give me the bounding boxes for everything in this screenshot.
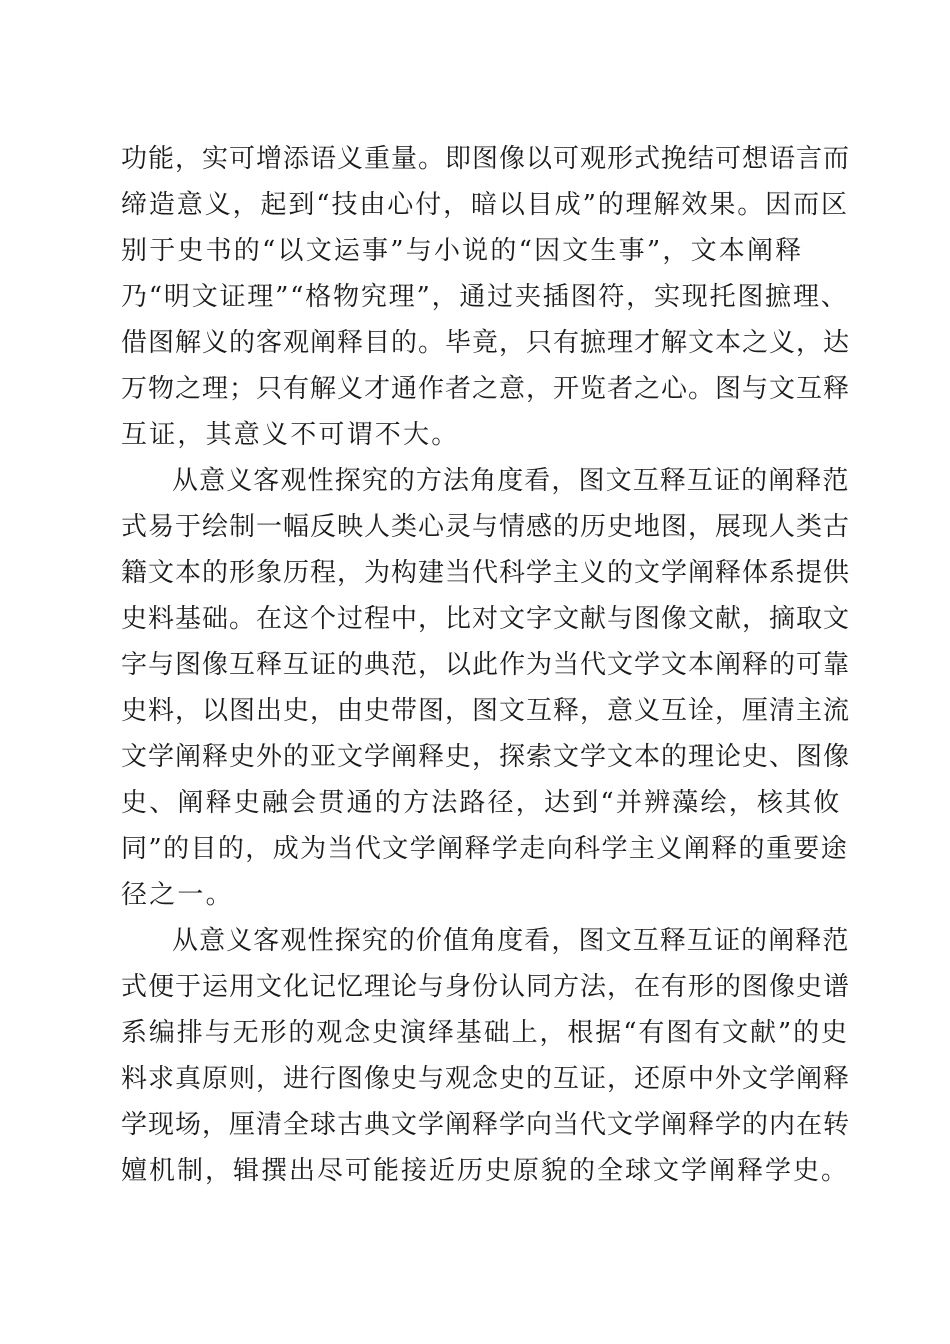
paragraph-2-line-8: 史、阐释史融会贯通的方法路径，达到“并辨藻绘，核其攸 — [121, 788, 842, 818]
paragraph-1-line-1: 功能，实可增添语义重量。即图像以可观形式挽结可想语言而 — [121, 144, 851, 174]
paragraph-3-line-1: 从意义客观性探究的价值角度看，图文互释互证的阐释范 — [172, 926, 850, 956]
paragraph-2-line-2: 式易于绘制一幅反映人类心灵与情感的历史地图，展现人类古 — [121, 512, 851, 542]
paragraph-2-line-10: 径之一。 — [121, 880, 234, 910]
paragraph-1-line-7: 互证，其意义不可谓不大。 — [121, 420, 460, 450]
paragraph-2-line-3: 籍文本的形象历程，为构建当代科学主义的文学阐释体系提供 — [121, 558, 851, 588]
paragraph-1-line-5: 借图解义的客观阐释目的。毕竟，只有摭理才解文本之义，达 — [121, 328, 851, 358]
paragraph-2-line-9: 同”的目的，成为当代文学阐释学走向科学主义阐释的重要途 — [121, 834, 849, 864]
paragraph-2-line-1: 从意义客观性探究的方法角度看，图文互释互证的阐释范 — [172, 466, 850, 496]
paragraph-3-line-3: 系编排与无形的观念史演绎基础上，根据“有图有文献”的史 — [121, 1018, 849, 1048]
paragraph-2-line-6: 史料，以图出史，由史带图，图文互释，意义互诠，厘清主流 — [121, 696, 851, 726]
paragraph-1-line-4: 乃“明文证理”“格物究理”，通过夹插图符，实现托图摭理、 — [121, 282, 849, 312]
paragraph-1-line-3: 别于史书的“以文运事”与小说的“因文生事”，文本阐释 — [121, 236, 804, 266]
paragraph-3-line-5: 学现场，厘清全球古典文学阐释学向当代文学阐释学的内在转 — [121, 1110, 851, 1140]
paragraph-3-line-2: 式便于运用文化记忆理论与身份认同方法，在有形的图像史谱 — [121, 972, 851, 1002]
paragraph-2-line-5: 字与图像互释互证的典范，以此作为当代文学文本阐释的可靠 — [121, 650, 851, 680]
paragraph-1-line-6: 万物之理；只有解义才通作者之意，开览者之心。图与文互释 — [121, 374, 851, 404]
paragraph-3-line-6: 嬗机制，辑撰出尽可能接近历史原貌的全球文学阐释学史。 — [121, 1156, 850, 1186]
paragraph-3-line-4: 料求真原则，进行图像史与观念史的互证，还原中外文学阐释 — [121, 1064, 851, 1094]
paragraph-2-line-7: 文学阐释史外的亚文学阐释史，探索文学文本的理论史、图像 — [121, 742, 851, 772]
paragraph-1-line-2: 缔造意义，起到“技由心付，暗以目成”的理解效果。因而区 — [121, 190, 849, 220]
paragraph-2-line-4: 史料基础。在这个过程中，比对文字文献与图像文献，摘取文 — [121, 604, 851, 634]
